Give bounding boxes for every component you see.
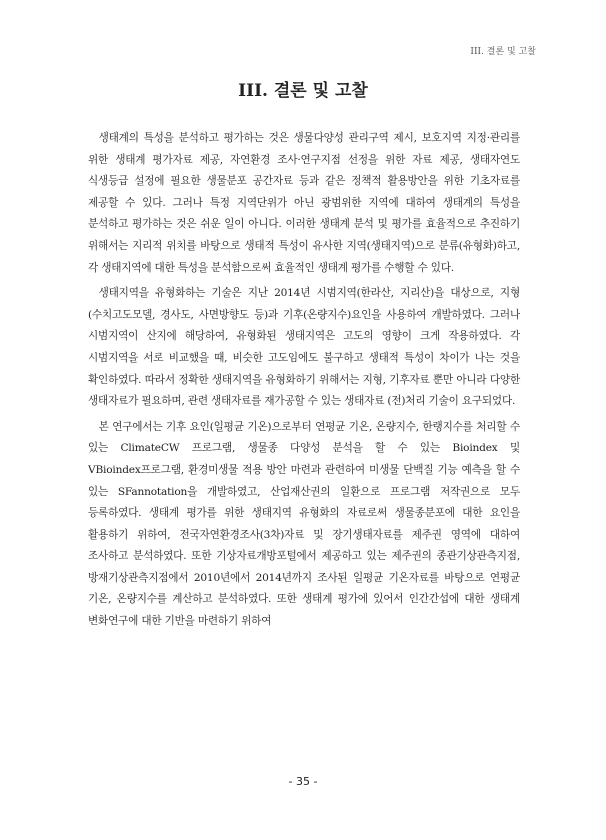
paragraph-1: 생태계의 특성을 분석하고 평가하는 것은 생물다양성 관리구역 제시, 보호지역 지정·관리를 위한 생태계 평가자료 제공, 자연환경 조사·연구지점 선정을 위한 자료 제공, 생태자연도 식생등급 설정에 필요한 생물분포 공간자료 등과 같은 정책적 활용방안을 위한 기초자료를 제공할 수 있다. 그러나 특정 지역단위가 아닌 광범위한 지역에 대하여 생태계의 특성을 분석하고 평가하는 것은 쉬운 일이 아니다. 이러한 생태계 분석 및 평가를 효율적으로 추진하기 위해서는 지리적 위치를 바탕으로 생태적 특성이 유사한 지역(생태지역)으로 분류(유형화)하고, 각 생태지역에 대한 특성을 분석함으로써 효율적인 생태계 평가를 수행할 수 있다.: [88, 132, 520, 274]
paragraph-2: 생태지역을 유형화하는 기술은 지난 2014년 시범지역(한라산, 지리산)을 대상으로, 지형(수치고도모델, 경사도, 사면방향도 등)과 기후(온량지수)요인을 사용하여 개발하였다. 그러나 시범지역이 산지에 해당하여, 유형화된 생태지역은 고도의 영향이 크게 작용하였다. 각 시범지역을 서로 비교했을 때, 비슷한 고도임에도 불구하고 생태적 특성이 차이가 나는 것을 확인하였다. 따라서 정확한 생태지역을 유형화하기 위해서는 지형, 기후자료 뿐만 아니라 다양한 생태자료가 필요하며, 관련 생태자료를 재가공할 수 있는 생태자료 (전)처리 기술이 요구되었다.: [88, 287, 520, 408]
body-text: [88, 128, 520, 637]
paragraph-3: 본 연구에서는 기후 요인(일평균 기온)으로부터 연평균 기온, 온량지수, 한랭지수를 처리할 수 있는 ClimateCW 프로그램, 생물종 다양성 분석을 할 수 있는 Bioindex 및 VBioindex프로그램, 환경미생물 적용 방안 마련과 관련하여 미생물 단백질 기능 예측을 할 수 있는 SFannotation을 개발하였고, 산업재산권의 일환으로 프로그램 저작권으로 모두 등록하였다. 생태계 평가를 위한 생태지역 유형화의 자료로써 생물종분포에 대한 요인을 활용하기 위하여, 전국자연환경조사(3차)자료 및 장기생태자료를 제주권 영역에 대하여 조사하고 분석하였다. 또한 기상자료개방포털에서 제공하고 있는 제주권의 종관기상관측지점, 방재기상관측지점에서 2010년에서 2014년까지 조사된 일평균 기온자료를 바탕으로 연평균 기온, 온량지수를 계산하고 분석하였다. 또한 생태계 평가에 있어서 인간간섭에 대한 생태계 변화연구에 대한 기반을 마련하기 위하여: [88, 420, 520, 628]
page-number: - 35 -: [288, 775, 318, 788]
chapter-title: III. 결론 및 고찰: [238, 81, 368, 101]
running-header: III. 결론 및 고찰: [470, 47, 536, 57]
